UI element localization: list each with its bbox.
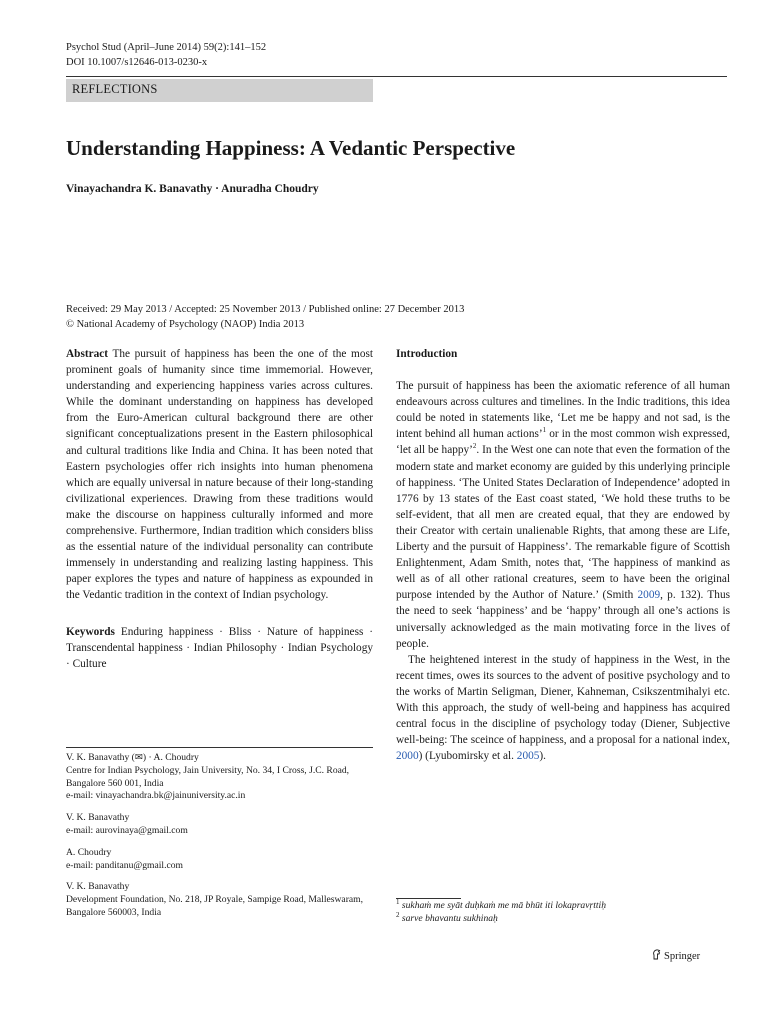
springer-horse-icon: [652, 949, 661, 960]
right-column: [396, 346, 730, 764]
affiliation-email[interactable]: e-mail: aurovinaya@gmail.com: [66, 824, 188, 836]
affiliation-email[interactable]: e-mail: vinayachandra.bk@jainuniversity.ac.in: [66, 790, 246, 802]
affiliation-block: [66, 812, 373, 838]
introduction-heading: Introduction: [396, 348, 458, 360]
citation-link-smith[interactable]: 2009: [637, 589, 661, 602]
copyright-line: © National Academy of Psychology (NAOP) India 2013: [66, 319, 305, 330]
left-column: [66, 346, 373, 672]
keywords-text: Enduring happiness · Bliss · Nature of happiness · Transcendental happiness · Indian Philosophy · Indian Psychology · Culture: [66, 625, 373, 670]
affiliation-address: Development Foundation, No. 218, JP Royale, Sampige Road, Malleswaram, Bangalore 560003, India: [66, 894, 364, 918]
intro-text: ).: [539, 750, 546, 763]
article-title: Understanding Happiness: A Vedantic Perspective: [66, 136, 516, 160]
footnote-number: 2: [396, 910, 400, 919]
affiliations: [66, 752, 373, 929]
intro-text: ) (Lyubomirsky et al.: [418, 750, 517, 763]
journal-citation: [66, 40, 266, 70]
intro-text: or in the most common wish expressed, ‘let all be happy’: [396, 428, 730, 457]
affiliation-email[interactable]: e-mail: panditanu@gmail.com: [66, 859, 183, 871]
intro-paragraph-2: [396, 652, 730, 765]
intro-text: The heightened interest in the study of happiness in the West, in the recent times, owes its sources to the advent of positive psychology and to the works of Martin Seligman, Diener, Kahneman, Csikszentmihalyi etc. With this approach, the study of well-being and happiness has acquired central focus in the discipline of psychology today (Diener, Subjective well-being: The sceince of happiness, and a proposal for a national index,: [396, 653, 730, 747]
affiliation-names: V. K. Banavathy: [66, 812, 130, 824]
footnote-ref-2[interactable]: 2: [472, 442, 477, 451]
footnote-number: 1: [396, 897, 400, 906]
header-rule: [66, 76, 727, 77]
publication-dates: [66, 302, 464, 332]
keywords: [66, 624, 373, 672]
citation-link-lyubomirsky[interactable]: 2005: [516, 750, 540, 763]
affiliation-rule: [66, 747, 373, 748]
affiliation-block: [66, 847, 373, 873]
affiliation-block: [66, 881, 373, 919]
footnote-rule: [396, 898, 461, 899]
section-label: REFLECTIONS: [66, 79, 373, 102]
publisher-name: Springer: [664, 951, 701, 962]
affiliation-names: V. K. Banavathy: [66, 881, 130, 893]
affiliation-names: A. Choudry: [66, 846, 112, 858]
received-line: Received: 29 May 2013 / Accepted: 25 November 2013 / Published online: 27 December 2013: [66, 304, 465, 315]
affiliation-address: Centre for Indian Psychology, Jain University, No. 34, I Cross, J.C. Road, Bangalore 560 001, India: [66, 764, 350, 789]
intro-text: The pursuit of happiness has been the axiomatic reference of all human endeavours across cultures and timelines. In the Indic traditions, this idea could be noted in statements like, ‘Let me be happy and not sad, is the intent behind all human actions’: [396, 380, 730, 441]
footnote-2: [396, 910, 606, 926]
intro-text: . In the West one can note that even the formation of the modern state and market economy are guided by this underlying principle of happiness. ‘The United States Declaration of Independence’ adopted in 1776 by 13 states of the East coast stated, ‘We hold these truths to be self-evident, that all men are created equal, that they are endowed by their Creator with certain unalienable Rights, that among these are Life, Liberty and the pursuit of Happiness’. The remarkable figure of Scottish Enlightenment, Adam Smith, notes that, ‘The happiness of mankind as well as of all other rational creatures, seem to have been the original purpose intended by the Author of Nature.’ (Smith: [396, 444, 730, 602]
footnote-ref-1[interactable]: 1: [542, 426, 547, 435]
affiliation-names: V. K. Banavathy (✉) · A. Choudry: [66, 752, 199, 763]
citation-link-diener[interactable]: 2000: [396, 750, 419, 763]
footnote-text: sukhaṁ me syāt duḥkaṁ me mā bhūt iti lokapravṛttiḥ: [401, 900, 607, 911]
doi-line: DOI 10.1007/s12646-013-0230-x: [66, 57, 208, 68]
abstract-label: Abstract: [66, 348, 109, 360]
journal-line: Psychol Stud (April–June 2014) 59(2):141–152: [66, 42, 267, 53]
intro-text: , p. 132). Thus the need to seek ‘happiness’ and be ‘happy’ through all one’s actions is universally acknowledged as the main motivating force in the lives of people.: [396, 589, 730, 650]
affiliation-block: [66, 752, 373, 803]
article-authors: Vinayachandra K. Banavathy · Anuradha Choudry: [66, 183, 319, 195]
keywords-label: Keywords: [66, 625, 115, 638]
publisher-logo: [652, 949, 700, 962]
intro-paragraph-1: [396, 378, 730, 652]
footnote-1: [396, 897, 607, 913]
abstract: [66, 346, 373, 604]
footnote-text: sarve bhavantu sukhinaḥ: [401, 912, 498, 924]
abstract-text: The pursuit of happiness has been the one of the most prominent goals of humanity since time immemorial. However, understanding and experiencing happiness varies across cultures. While the dominant understanding on happiness has developed from the Euro-American cultural background there are other significant conceptualizations present in the Eastern philosophical and cultural traditions like India and China. It has been noted that Eastern psychologies offer rich insights into human phenomena which are equally universal in nature because of their long-standing civilizational experiences. Drawing from these traditions would make the discourse on happiness culturally informed and more comprehensive. Furthermore, Indian tradition which considers bliss as the essential nature of the individual personality can contribute immensely in understanding and realizing lasting happiness. This paper explores the types and nature of happiness as expounded in the Vedantic tradition in the context of Indian psychology.: [66, 348, 374, 602]
footnotes: [396, 897, 607, 926]
